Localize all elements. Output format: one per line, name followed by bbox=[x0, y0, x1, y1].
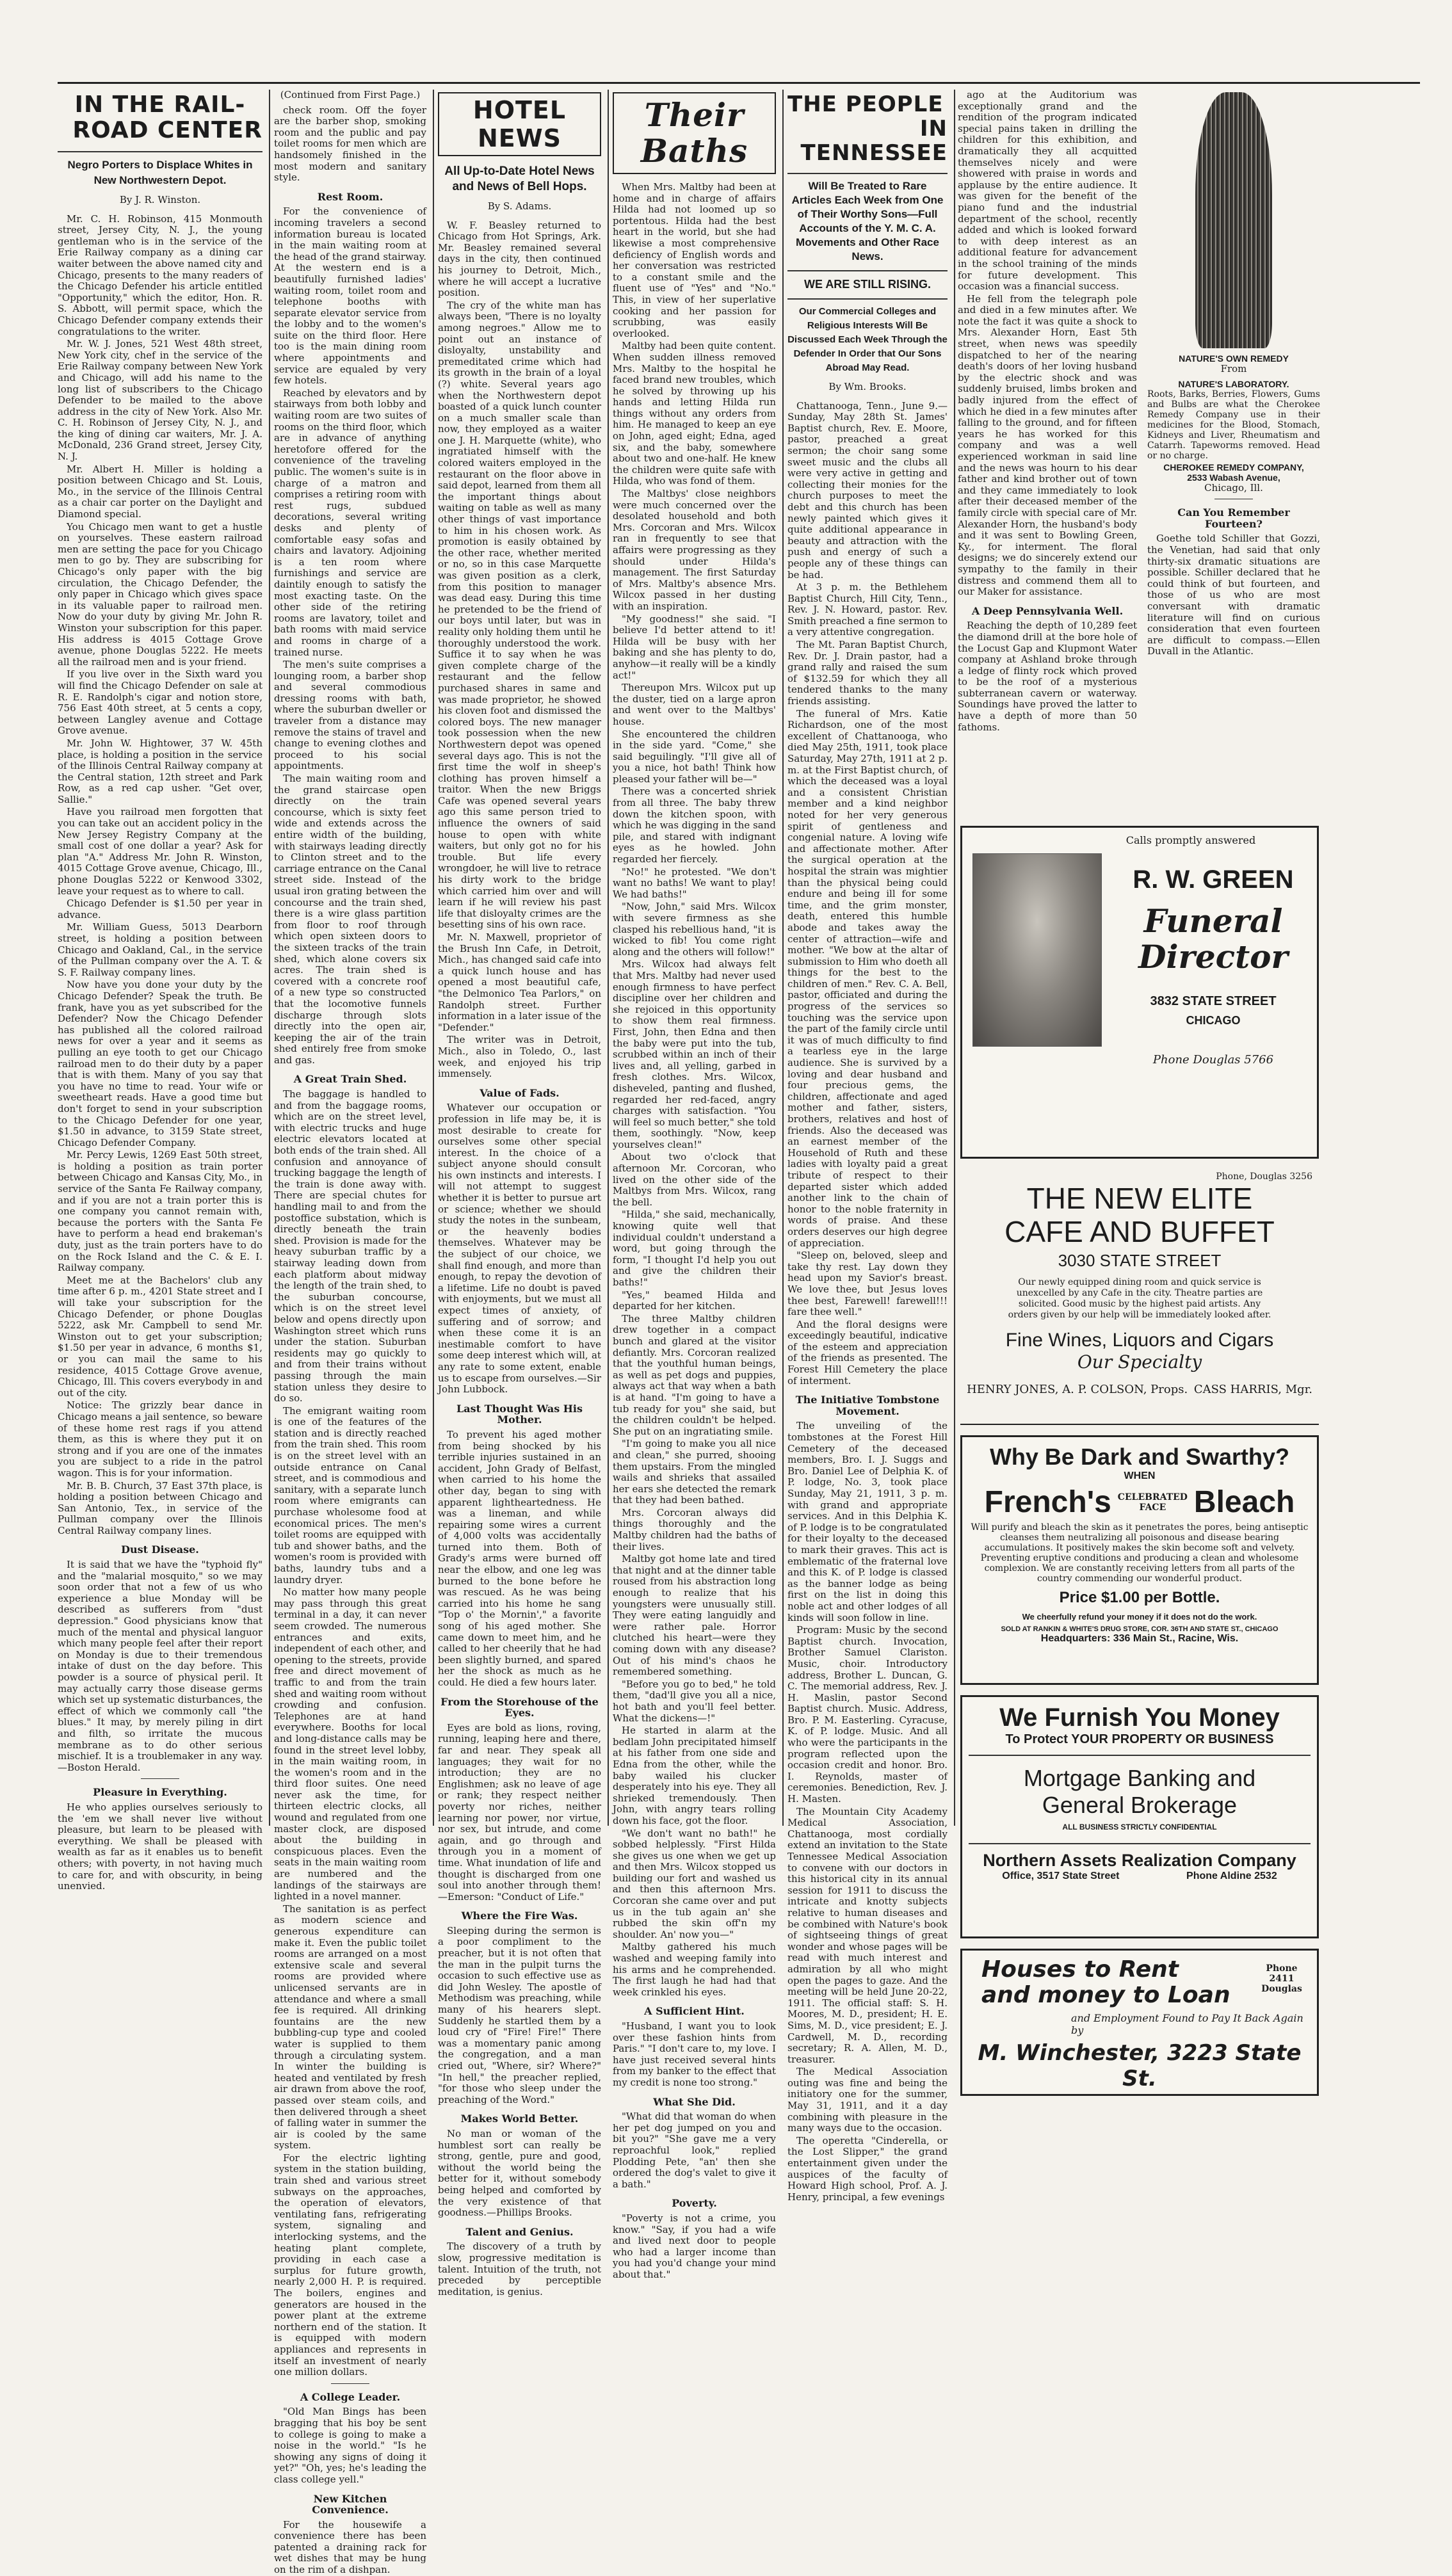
paragraph: Mrs. Corcoran always did things thoroughly and the Maltby children had the baths of their lives. bbox=[613, 1506, 776, 1552]
hotel-headline: HOTEL NEWS bbox=[438, 92, 601, 156]
operetta-text: The operetta "Cinderella, or the Lost Slipper," the grand entertainment given under the auspices of the faculty of Howard High school, Prof. A. J. Henry, principal, a few evenings bbox=[787, 2134, 948, 2203]
top-rule bbox=[58, 82, 1420, 84]
paragraph: When Mrs. Maltby had been at home and in charge of affairs Hilda had not loomed up so portentous. Hilda had the best heart in the world, but she had likewise a most comprehensive deficiency of English words and her conversation was restricted to a constant smile and the fluent use of "Yes" and "No." This, in view of her superlative cooking and her passion for scrubbing, was easily overlooked. bbox=[613, 181, 776, 339]
paragraph: The main waiting room and the grand staircase open directly on the train concourse, which is sixty feet wide and extends across the entire width of the building, with stairways leading directly to Clinton street and to the carriage entrance on the Canal street side. Instead of the usual iron grating between the concourse and the train shed, there is a wire glass partition from floor to roof through which open sixteen doors to the sixteen tracks of the train shed, which alone covers six acres. The train shed is covered with a concrete roof of a new type so constructed that the locomotive funnels discharge through slots directly into the open air, keeping the air of the train shed entirely free from smoke and gas. bbox=[274, 773, 426, 1066]
paragraph: "My goodness!" she said. "I believe I'd better attend to it! Hilda will be busy with her baking and she has plenty to do, anyhow—it really will be a kindly act!" bbox=[613, 613, 776, 681]
bleach-sold: SOLD AT RANKIN & WHITE'S DRUG STORE, COR. 36TH AND STATE ST., CHICAGO bbox=[1001, 1625, 1279, 1633]
paragraph: Maltby got home late and tired that night and at the dinner table roused from his abstraction long enough to realize that his youngsters were unusually still. They were eating languidly and were rather pale. Horror clutched his heart—were they coming down with any disease? Out of his mind's chaos he remembered something. bbox=[613, 1553, 776, 1678]
railroad-byline: By J. R. Winston. bbox=[119, 194, 201, 205]
college-leader-text: "Old Man Bings has been bragging that his boy be sent to college is going to make a noise in the world." "Is he showing any signs of doing it yet?" "Oh, yes; he's leading the class college yell." bbox=[274, 2406, 426, 2485]
houses-loan: and money to Loan bbox=[981, 1982, 1230, 2008]
green-phone: Phone Douglas 5766 bbox=[1152, 1053, 1274, 1067]
hint-title: A Sufficient Hint. bbox=[644, 2005, 745, 2018]
paragraph: Thereupon Mrs. Wilcox put up the duster, tied on a large apron and went over to the Maltbys' house. bbox=[613, 682, 776, 727]
paragraph: The sanitation is as perfect as modern science and generous expenditure can make it. Even the public toilet rooms are arranged on a most extensive scale and several rooms are provided where unlicensed servants are in attendance and where a small fee is required. All drinking fountains are the new bubbling-cup type and cooled water is supplied to them through a circulating system. In winter the building is heated and ventilated by fresh air drawn from above the roof, passed over steam coils, and then delivered through a sheet of falling water in summer the air is cooled by the same system. bbox=[274, 1903, 426, 2152]
paragraph: Maltby gathered his much washed and weeping family into his arms and he comprehended. The first laugh he had had that week crinkled his eyes. bbox=[613, 1941, 776, 1998]
elite-manager: CASS HARRIS, Mgr. bbox=[1193, 1383, 1312, 1396]
kitchen-title: New Kitchen Convenience. bbox=[312, 2492, 389, 2516]
bleach-headline: Why Be Dark and Swarthy? bbox=[989, 1444, 1290, 1470]
houses-name: M. Winchester, 3223 State St. bbox=[978, 2040, 1302, 2091]
paragraph: Now have you done your duty by the Chicago Defender? Speak the truth. Be frank, have you as yet subscribed for the Defender? Now the Chicago Defender has published all the colored railroad news for over a year and it seems as pulling an eye tooth to get our Chicago railroad men to do their duty by a paper that is with them. Many of you say that you have no time to read. Your wife or sweetheart reads. Have a good time but don't forget to send in your subscription to the Chicago Defender for one year, $1.50 in advance, to 3159 State street, Chicago Defender Company. bbox=[58, 979, 262, 1148]
bleach-celebrated: CELEBRATED bbox=[1117, 1492, 1188, 1502]
fads-title: Value of Fads. bbox=[480, 1086, 560, 1099]
continued-note: (Continued from First Page.) bbox=[280, 89, 421, 101]
headline-line-2: ROAD CENTER bbox=[72, 117, 262, 143]
elite-line1: THE NEW ELITE bbox=[1026, 1182, 1253, 1215]
pleasure-title: Pleasure in Everything. bbox=[93, 1786, 227, 1799]
paragraph: check room. Off the foyer are the barber shop, smoking room and the public and pay toilet rooms for men which are handsomely finished in the most modern and sanitary style. bbox=[274, 104, 426, 184]
tombstone-title: The Initiative Tombstone Movement. bbox=[795, 1394, 940, 1417]
fourteen-title: Can You Remember Fourteen? bbox=[1177, 506, 1290, 530]
money-headline: We Furnish You Money bbox=[999, 1703, 1280, 1732]
train-shed-body bbox=[274, 1089, 426, 2378]
bleach-desc: Will purify and bleach the skin as it penetrates the pores, being antiseptic cleanses them neutralizing all poisonous and disease bearing accumulations. It positively makes the skin become soft and velvety. Preventing eruptive conditions and producing a clean and wholesome complexion. We are constantly receiving letters from all parts of the country commending our wonderful product. bbox=[971, 1522, 1309, 1584]
paragraph: Maltby had been quite content. When sudden illness removed Mrs. Maltby to the hospital he faced brand new troubles, which he solved by throwing up his hands and letting Hilda run things without any orders from him. He managed to keep an eye on John, aged eight; Edna, aged six, and the baby, somewhere about two and one-half. He knew the children were quite safe with Hilda, who was fond of them. bbox=[613, 340, 776, 487]
green-text bbox=[1116, 865, 1311, 1067]
paragraph: Mr. B. B. Church, 37 East 37th place, is holding a position between Chicago and San Antonio, Tex., in service of the Pullman company over the Illinois Central Railway company lines. bbox=[58, 1479, 262, 1536]
bleach-sub bbox=[1118, 1492, 1188, 1513]
divider bbox=[58, 151, 262, 152]
houses-headline: Houses to Rent bbox=[981, 1956, 1179, 1983]
railroad-headline bbox=[58, 92, 262, 143]
baths-body bbox=[613, 182, 776, 1998]
fire-text: Sleeping during the sermon is a poor compliment to the preacher, but it is not often that the man in the pulpit turns the occasion to such effective use as did John Wesley. The apostle of Methodism was preaching, while many of his hearers slept. Suddenly he startled them by a loud cry of "Fire! Fire!" There was a momentary panic among the congregation, and a man cried out, "Where, sir? Where?" "In hell," the preacher replied, "for those who sleep under the preaching of the Word." bbox=[438, 1924, 601, 2105]
divider bbox=[969, 1843, 1311, 1844]
money-company: Northern Assets Realization Company bbox=[983, 1851, 1296, 1870]
baths-column bbox=[613, 90, 784, 2280]
paragraph: The funeral of Mrs. Katie Richardson, one of the most excellent of Chattanooga, who died May 25th, 1911, took place Saturday, May 27th, 1911 at 2 p. m. at the First Baptist church, of which the deceased was a loyal and a consistent Christian member and a kind neighbor noted for her very generous spirit of gentleness and congenial nature. A loving wife and affectionate mother. After the surgical operation at the hospital the strain was mightier than the physical being could endure and being ill for some time, and the grim monster, death, entered this humble abode and takes away the center of attraction—wife and mother. "We bow at the altar of submission to Him who doeth all things for the best to the children of men." Rev. C. A. Bell, pastor, officiated and during the progress of the services so touching was the service upon the part of the family circle until it was of much difficulty to find a tearless eye in the large audience. She is survived by a loving and dear husband and four precious gems, the children, affectionate and aged mother and father, sisters, brothers, relatives and host of friends. Also the deceased was an earnest member of the Household of Ruth and these ladies with loyalty paid a great tribute of respect to their departed sister which added another link to the chain of honor to the noble fraternity in words of praise. And these orders deserves our high degree of appreciation. bbox=[787, 707, 948, 1249]
fourteen-text: Goethe told Schiller that Gozzi, the Venetian, had said that only thirty-six dramatic situations are possible. Schiller declared that he could think of but fourteen, and those of us who are most conversant with dramatic literature will find on curious consideration that even fourteen are difficult to compass.—Ellen Duvall in the Atlantic. bbox=[1147, 533, 1320, 657]
paragraph: The three Maltby children drew together in a compact bunch and glared at the visitor defiantly. Mrs. Corcoran realized that the youthful human beings, as well as pet dogs and puppies, always act that way when a bath is at hand. "I'm going to have a tub ready for you" she said, but the children couldn't be helped. She put on an ingratiating smile. bbox=[613, 1312, 776, 1437]
green-name: R. W. GREEN bbox=[1133, 865, 1294, 894]
headline-line-2: IN TENNESSEE bbox=[800, 116, 948, 166]
money-ad bbox=[960, 1695, 1319, 1938]
remedy-title: NATURE'S OWN REMEDY bbox=[1179, 353, 1289, 364]
elite-specialty: Our Specialty bbox=[1077, 1351, 1202, 1373]
paragraph: The Maltbys' close neighbors were much concerned over the desolated household and both Mrs. Corcoran and Mrs. Wilcox ran in frequently to see that affairs were progressing as they should under Hilda's management. The first Saturday of Mrs. Maltby's absence Mrs. Wilcox passed in her dusting with an inspiration. bbox=[613, 488, 776, 612]
divider bbox=[331, 2383, 369, 2384]
paragraph: W. F. Beasley returned to Chicago from Hot Springs, Ark. Mr. Beasley remained several days in the city, then continued his journey to Detroit, Mich., where he will accept a lucrative position. bbox=[438, 219, 601, 299]
paragraph: He started in alarm at the bedlam John precipitated himself at his father from one side and Edna from the other, while the baby wailed his clucker desperately into his eye. They all shrieked tremendously. Then John, with angry tears rolling down his face, got the floor. bbox=[613, 1725, 776, 1826]
divider bbox=[787, 270, 948, 271]
talent-text: The discovery of a truth by slow, progressive meditation is talent. Intuition of the truth, not preceded by perceptible meditation, is genius. bbox=[438, 2241, 601, 2298]
train-shed-title: A Great Train Shed. bbox=[293, 1073, 407, 1086]
green-portrait-image bbox=[972, 853, 1102, 1047]
tennessee-body bbox=[787, 401, 948, 1387]
remedy-city: Chicago, Ill. bbox=[1204, 481, 1263, 494]
green-city: CHICAGO bbox=[1186, 1014, 1241, 1027]
did-title: What She Did. bbox=[653, 2095, 736, 2108]
remedy-from: From bbox=[1220, 363, 1247, 374]
tennessee-column bbox=[787, 90, 955, 2203]
bleach-word: Bleach bbox=[1193, 1485, 1295, 1519]
paragraph: You Chicago men want to get a hustle on yourselves. These eastern railroad men are setting the pace for you Chicago men to go by. They are subscribing for Chicago's only paper with the big circulation, the Chicago Defender, the only paper in Chicago which gives space in its valuable paper to railroad men. Now do your duty by giving Mr. John R. Winston your subscription for this paper. His address is 4015 Cottage Grove avenue, phone Douglas 5222. He meets all the railroad men and is your friend. bbox=[58, 520, 262, 668]
baths-headline: Their Baths bbox=[613, 92, 776, 174]
elite-street: 3030 STATE STREET bbox=[1058, 1251, 1222, 1270]
paragraph: At 3 p. m. the Bethlehem Baptist Church, Hill City, Tenn., Rev. J. N. Howard, pastor. Rev. Smith preached a fine sermon to a very attentive congregation. bbox=[787, 581, 948, 638]
thought-text: To prevent his aged mother from being shocked by his terrible injuries sustained in an accident, John Grady of Belfast, when carried to his home the other day, began to sing with apparent lightheartedness. He was a lineman, and while repairing some wires a current of 4,000 volts was accidentally turned into them. Both of Grady's arms were burned off near the elbow, and one leg was burned to the bone before he was rescued. As he was being carried into his home he sang "Top o' the Mornin'," a favorite song of his aged mother. She came down to meet him, and he called to her cheerily that he had been slightly burned, and spared her the shock as much as he could. He died a few hours later. bbox=[438, 1428, 601, 1688]
paragraph: No matter how many people may pass through this great terminal in a day, it can never seem crowded. The numerous entrances and exits, independent of each other, and opening to the streets, provide free and direct movement of traffic to and from the train shed and waiting room without crowding and confusion. Telephones are at hand everywhere. Booths for local and long-distance calls may be found in the street level lobby, in the main waiting room, in the women's room and in the third floor suites. One need never ask the time, for thirteen electric clocks, all wound and regulated from one master clock, are disposed about the building in conspicuous places. Even the seats in the main waiting room are numbered and the landings of the stairways are lighted in a novel manner. bbox=[274, 1586, 426, 1903]
paragraph: Mr. Albert H. Miller is holding a position between Chicago and St. Louis, Mo., in the service of the Illinois Central as a chair car porter on the Daylight and Diamond special. bbox=[58, 463, 262, 520]
continuation-body bbox=[958, 90, 1137, 598]
paragraph: There was a concerted shriek from all three. The baby threw down the kitchen spoon, with which he was digging in the sand pile, and stared with indignant eyes as he howled. John regarded her fiercely. bbox=[613, 785, 776, 865]
well-text: Reaching the depth of 10,289 feet the diamond drill at the bore hole of the Locust Gap and Klupmont Water company at Ashland broke through a ledge of flinty rock which proved to be the roof of a mysterious subterranean cavern or waterway. Soundings have proved the latter to have a depth of more than 50 fathoms. bbox=[958, 620, 1137, 733]
divider bbox=[141, 1778, 179, 1779]
dust-text: It is said that we have the "typhoid fly" and the "malarial mosquito," so we may soon order that not a few of us who experience a blue Monday will be described as sufferers from "dust depression." Good physicians know that much of the mental and physical languor which many people feel after their report on Monday is due to their tremendous intake of dust on the day before. This powder is a source of physical peril. It may actually carry those disease germs which set up systematic disturbances, the effect of which we commonly call "the blues." It may, by merely piling in dirt and filth, so irritate the mucous membrane as to do other serious mischief. It is a troublemaker in any way.—Boston Herald. bbox=[58, 1559, 262, 1773]
paragraph: Chattanooga, Tenn., June 9.—Sunday, May 28th St. James' Baptist church, Rev. E. Moore, pastor, preached a great sermon; the choir sang some sweet music and the clubs all were very active in getting and collecting their monies for the church purposes to meet the debt and this church has been newly painted which gives it quite additional appearance in beauty and attraction with the push and energy of such a people any of these things can be had. bbox=[787, 399, 948, 581]
talent-title: Talent and Genius. bbox=[465, 2225, 574, 2238]
paragraph: ago at the Auditorium was exceptionally grand and the rendition of the program indicated special pains taken in drilling the children for this exhibition, and dramatically they all acquitted themselves nicely and were showered with praise in words and applause by the entire audience. It was given for the benefit of the piano fund and the industrial department of the school, recently added and which is looked forward to with deep interest as an additional feature for advancement in the school training of the minds for future development. This occasion was a financial success. bbox=[958, 89, 1137, 293]
divider bbox=[969, 1755, 1311, 1756]
railroad-column bbox=[58, 90, 270, 1892]
poverty-text: "Poverty is not a crime, you know." "Say, if you had a wife and lived next door to people who had a larger income than you had you'd change your mind about that." bbox=[613, 2212, 776, 2280]
bleach-face: FACE bbox=[1139, 1502, 1166, 1513]
paragraph: "Now, John," said Mrs. Wilcox with severe firmness as she clasped his rebellious hand, "it is wicked to fib! You come right along and the others will follow!" bbox=[613, 901, 776, 958]
money-brokerage: General Brokerage bbox=[1042, 1792, 1238, 1818]
fads-text: Whatever our occupation or profession in life may be, it is most desirable to create for ourselves some other special interest. In the choice of a subject anyone should consult his own instincts and interests. I will not attempt to suggest whether it is better to pursue art or science; whether we should study the notes in the sunbeam, or the heavenly bodies themselves. Whatever may be the subject of our choice, we shall find enough, and more than enough, to repay the devotion of a lifetime. Life no doubt is paved with enjoyments, but we must all expect times of anxiety, of suffering and of sorrow; and when these come it is an inestimable comfort to have some deep interest which will, at any rate to some extent, enable us to escape from ourselves.—Sir John Lubbock. bbox=[438, 1102, 601, 1396]
thought-title: Last Thought Was His Mother. bbox=[456, 1402, 583, 1426]
paragraph: For the electric lighting system in the station building, train shed and various street subways on the approaches, the operation of elevators, ventilating fans, refrigerating system, signaling and interlocking systems, and the heating plant complete, providing in each case a surplus for future growth, nearly 2,000 H. P. is required. The boilers, engines and generators are housed in the power plant at the extreme northern end of the station. It is equipped with modern appliances and represents in itself an investment of nearly one million dollars. bbox=[274, 2152, 426, 2378]
elite-cafe-ad bbox=[960, 1169, 1319, 1425]
bleach-ad bbox=[960, 1435, 1319, 1685]
elite-wines: Fine Wines, Liquors and Cigars bbox=[1005, 1330, 1274, 1351]
bleach-price: Price $1.00 per Bottle. bbox=[1059, 1589, 1220, 1606]
remedy-text: Roots, Barks, Berries, Flowers, Gums and Bulbs are what the Cherokee Remedy Company use in their medicines for the Blood, Stomach, Kidneys and Liver, Rheumatism and Catarrh. Tapeworms removed. Head or no charge. bbox=[1147, 389, 1320, 461]
remedy-address: 2533 Wabash Avenue, bbox=[1187, 472, 1280, 483]
fire-title: Where the Fire Was. bbox=[461, 1910, 578, 1922]
divider bbox=[787, 298, 948, 300]
paragraph: Chicago Defender is $1.50 per year in advance. bbox=[58, 898, 262, 921]
did-text: "What did that woman do when her pet dog jumped on you and bit you?" "She gave me a very reproachful look," replied Plodding Pete, "an' then she ordered the dog's valet to give it a bath." bbox=[613, 2111, 776, 2190]
paragraph: Mr. C. H. Robinson, 415 Monmouth street, Jersey City, N. J., the young gentleman who is in the service of the Erie Railway company as a dining car waiter between the above named city and Chicago, presents to the many readers of the Chicago Defender his article entitled "Opportunity," which the editor, Hon. R. S. Abbott, will permit space, which the Chicago Defender company extends their congratulations to the writer. bbox=[58, 213, 262, 337]
continuation-column bbox=[958, 90, 1137, 813]
bleach-brand-row bbox=[969, 1485, 1311, 1520]
rest-room-title: Rest Room. bbox=[317, 190, 383, 203]
rest-room-body bbox=[274, 206, 426, 1066]
paragraph: "No!" he protested. "We don't want no baths! We want to play! We had baths!" bbox=[613, 865, 776, 900]
tennessee-headline bbox=[787, 92, 948, 165]
bleach-brand: French's bbox=[984, 1485, 1111, 1519]
dust-title: Dust Disease. bbox=[121, 1543, 199, 1556]
ads-stack bbox=[960, 826, 1319, 2106]
money-sub: To Protect YOUR PROPERTY OR BUSINESS bbox=[1005, 1732, 1274, 1746]
hotel-byline: By S. Adams. bbox=[487, 200, 552, 212]
paragraph: The cry of the white man has always been, "There is no loyalty among negroes." Allow me to point out an instance of disloyalty, unstability and premeditated crime which had its growth in the brain of a loyal (?) white. Several years ago when the Northwestern depot boasted of a quick lunch counter on a much smaller scale than now, they employed as a waiter one J. H. Marquette (white), who ingratiated himself with the colored waiters employed in the restaurant on the floor above in said depot, learned from them all the important things about waiting on table as well as many other things of vast importance to him in his chosen work. As promotion is easily obtained by the other race, whether merited or no, so in this case Marquette was given position as a clerk, from this position to manager was dead easy. During this time he pretended to be the friend of our boys until later, but was in reality only holding them until he thoroughly understood the work. Suffice it to say when he was given complete charge of the restaurant and the fellow purchased shares in same and was made proprietor, he showed his cloven foot and dismissed the colored boys. The new manager took possession when the new Northwestern depot was opened several days ago. This is not the first time the wolf in sheep's clothing has proven himself a traitor. When the new Briggs Cafe was opened several years ago this same person tried to influence the owners of said house to open with white waiters, but only got no for his trouble. But life every wrongdoer, he will live to retrace his dirty work to the bridge which carried him over and will learn if he will review his past life that disloyalty crimes are the besetting sins of his own race. bbox=[438, 299, 601, 931]
better-title: Makes World Better. bbox=[460, 2113, 579, 2125]
indian-portrait-image bbox=[1195, 92, 1272, 348]
remedy-column bbox=[1147, 90, 1320, 813]
still-rising: WE ARE STILL RISING. bbox=[803, 278, 931, 291]
paragraph: The writer was in Detroit, Mich., also in Toledo, O., last week, and enjoyed his trip immensely. bbox=[438, 1034, 601, 1080]
railroad-deck: Negro Porters to Displace Whites in New Northwestern Depot. bbox=[67, 159, 253, 186]
hint-text: "Husband, I want you to look over these fashion hints from Paris." "I don't care to, my love. I have just received several hints from my banker to the effect that my credit is none too strong." bbox=[613, 2020, 776, 2088]
elite-desc: Our newly equipped dining room and quick service is unexcelled by any Cafe in the city. Theatre parties are solicited. Good music by the highest paid artists. Any orders given by our help will be immediately looked after. bbox=[1008, 1277, 1271, 1320]
paragraph: And the floral designs were exceedingly beautiful, indicative of the esteem and appreciation of the friends as presented. The Forest Hill Cemetery the place of interment. bbox=[787, 1318, 948, 1387]
paragraph: Reached by elevators and by stairways from both lobby and waiting room are two suites of rooms on the third floor, which are in advance of anything heretofore offered for the convenience of the traveling public. The women's suite is in charge of a matron and comprises a retiring room with rest rugs, subdued decorations, several writing desks and plenty of comfortable easy sofas and chairs and lavatory. Adjoining is a ten room where furnishings and service are daintily enough to satisfy the most exacting taste. On the other side of the retiring rooms are lavatory, toilet and bath rooms with maid service and rooms in charge of a trained nurse. bbox=[274, 387, 426, 658]
paragraph: If you live over in the Sixth ward you will find the Chicago Defender on sale at R. E. Randolph's cigar and notion store, 756 East 40th street, at 5 cents a copy, between Langley avenue and Cottage Grove avenue. bbox=[58, 668, 262, 737]
hotel-column bbox=[438, 90, 609, 2298]
divider bbox=[787, 173, 948, 174]
hotel-deck: All Up-to-Date Hotel News and News of Bell Hops. bbox=[444, 165, 595, 193]
elite-owners: HENRY JONES, A. P. COLSON, Props. bbox=[967, 1383, 1188, 1396]
tennessee-deck: Will Be Treated to Rare Articles Each Week from One of Their Worthy Sons—Full Accounts of the Y. M. C. A. Movements and Other Race News. bbox=[791, 180, 944, 262]
elite-line2: CAFE AND BUFFET bbox=[1004, 1215, 1275, 1248]
bleach-hq: Headquarters: 336 Main St., Racine, Wis. bbox=[1040, 1633, 1239, 1644]
remedy-company: CHEROKEE REMEDY COMPANY, bbox=[1163, 462, 1304, 472]
green-funeral: Funeral bbox=[1143, 902, 1283, 940]
college-leader-title: A College Leader. bbox=[300, 2390, 401, 2403]
money-office: Office, 3517 State Street bbox=[1002, 1871, 1120, 1881]
bleach-when: WHEN bbox=[1124, 1470, 1156, 1481]
money-banking: Mortgage Banking and bbox=[1023, 1765, 1256, 1791]
paragraph: The Mt. Paran Baptist Church, Rev. Dr. J. Drain pastor, had a grand rally and raised the sum of $132.59 for which they all tendered thanks to the many friends assisting. bbox=[787, 639, 948, 707]
elite-phone: Phone, Douglas 3256 bbox=[1216, 1171, 1312, 1182]
eyes-title: From the Storehouse of the Eyes. bbox=[440, 1695, 599, 1719]
green-street: 3832 STATE STREET bbox=[1150, 994, 1277, 1008]
remedy-lab: NATURE'S LABORATORY. bbox=[1178, 378, 1289, 389]
kitchen-text: For the housewife a convenience there has been patented a draining rack for wet dishes that may be hung on the rim of a dishpan. bbox=[274, 2518, 426, 2576]
paragraph: "Sleep on, beloved, sleep and take thy rest. Lay down they head upon my Savior's breast. We love thee, but Jesus loves thee best, Farewell! farewell!!! fare thee well." bbox=[787, 1250, 948, 1318]
houses-ad bbox=[960, 1949, 1319, 2096]
paragraph: Mr. William Guess, 5013 Dearborn street, is holding a position between Chicago and Oakland, Cal., in the service of the Pullman company over the A. T. & S. F. Railway company lines. bbox=[58, 921, 262, 978]
paragraph: "Hilda," she said, mechanically, knowing quite well that individual couldn't understand a word, but going through the form, "I thought I'd help you out and give the children their baths!" bbox=[613, 1209, 776, 1288]
continued-column bbox=[274, 89, 434, 2576]
paragraph: Mr. N. Maxwell, proprietor of the Brush Inn Cafe, in Detroit, Mich., has changed said cafe into a quick lunch house and has opened a most beautiful cafe, "the Delmonico Tea Parlors," on Randolph street. Further information in a later issue of the "Defender." bbox=[438, 931, 601, 1033]
paragraph: "Yes," beamed Hilda and departed for her kitchen. bbox=[613, 1289, 776, 1312]
paragraph: About two o'clock that afternoon Mr. Corcoran, who lived on the other side of the Maltbys from Mrs. Wilcox, rang the bell. bbox=[613, 1151, 776, 1208]
paragraph: "Before you go to bed," he told them, "dad'll give you all a nice, hot bath and you'll feel better. What the dickens—!" bbox=[613, 1678, 776, 1724]
program-text: Program: Music by the second Baptist church. Invocation, Brother Samuel Clariston. Music, choir. Introductory address, Brother L. Duncan, G. C. The memorial address, Rev. J. H. Maslin, pastor Second Baptist church. Music. Address, Bro. P. M. Easterling. Cyracuse, K. of P. lodge. Music. And all who were the participants in the program reflected upon the occasion credit and honor. Bro. I. Reynolds, master of ceremonies. Benediction, Rev. J. H. Masten. bbox=[787, 1624, 948, 1805]
houses-employ: and Employment Found to Pay It Back Again by bbox=[1071, 2012, 1303, 2036]
green-director: Director bbox=[1138, 938, 1288, 976]
houses-phone: Phone 2411 Douglas bbox=[1261, 1963, 1302, 1994]
paragraph: Mr. Percy Lewis, 1269 East 50th street, is holding a position as train porter between Chicago and Kansas City, Mo., in service of the Santa Fe Railway company, and if you are not a train porter this is one company you cannot remain with, because the porters with the Santa Fe have to perform a head end brakeman's duty, just as the train porters have to do on the Rock Island and the C. & E. I. Railway company. bbox=[58, 1149, 262, 1274]
paragraph: Mrs. Wilcox had always felt that Mrs. Maltby had never used enough firmness to have perfect discipline over her children and she rejoiced in this opportunity to show them real firmness. First, John, then Edna and then the baby were put into the tub, scrubbed within an inch of their lives and, all yelling, garbed in fresh clothes. Mrs. Wilcox, disheveled, panting and flushed, regarded her red-faced, angry charges with satisfaction. "You will feel so much better," she told them, soothingly. "Now, keep yourselves clean!" bbox=[613, 958, 776, 1150]
paragraph: The emigrant waiting room is one of the features of the station and is directly reached from the train shed. This room is on the street level with an outside entrance on Canal street, and is commodious and sanitary, with a separate lunch room where emigrants can purchase wholesome food at economical prices. The men's toilet rooms are equipped with tub and shower baths, and the women's room is provided with baths, laundry tubs and a laundry dryer. bbox=[274, 1405, 426, 1586]
paragraph: She encountered the children in the side yard. "Come," she said beguilingly. "I'll give all of you a nice, hot bath! Think how pleased your father will be—" bbox=[613, 728, 776, 785]
pleasure-text: He who applies ourselves seriously to the 'em we shall never live without pleasure, but learn to be pleased with everything. We shall be pleased with wealth as far as it enables us to benefit others; with poverty, in not having much to care for, and with obscurity, in being unenvied. bbox=[58, 1801, 262, 1892]
paragraph: "I'm going to make you all nice and clean," she purred, shooing them upstairs. From the mingled wails and shrieks that assailed her ears she detected the remark that they had been bathed. bbox=[613, 1438, 776, 1506]
paragraph: Mr. W. J. Jones, 521 West 48th street, New York city, chef in the service of the Erie Railway company between New York and Chicago, will add his name to the long list of subscribers to the Chicago Defender to be mailed to the above address in the city of New York. Also Mr. C. H. Robinson of Jersey City, N. J., and the king of dining car waiters, Mr. J. A. McDonald, 236 Grand street, Jersey City, N. J. bbox=[58, 338, 262, 463]
bleach-refund: We cheerfully refund your money if it does not do the work. bbox=[1022, 1612, 1257, 1622]
hotel-body bbox=[438, 220, 601, 1080]
paragraph: The baggage is handled to and from the baggage rooms, which are on the street level, with electric trucks and huge electric elevators located at both ends of the train shed. All confusion and annoyance of trucking baggage the length of the train is done away with. There are special chutes for handling mail to and from the postoffice substation, which is directly beneath the train shed. Provision is made for the heavy suburban traffic by a stairway leading down from each platform about midway the length of the train shed, to the suburban concourse, which is on the street level below and opens directly upon Washington street which runs under the station. Suburban residents may go quickly to and from their trains without passing through the main station unless they desire to do so. bbox=[274, 1088, 426, 1405]
eyes-text: Eyes are bold as lions, roving, running, leaping here and there, far and near. They speak all languages; they wait for no introduction; they are no Englishmen; ask no leave of age or rank; they respect neither poverty nor riches, neither learning nor power, nor virtue, nor sex, but intrude, and come again, and go through and through you in a moment of time. What inundation of life and thought is discharged from one soul into another through them!—Emerson: "Conduct of Life." bbox=[438, 1721, 601, 1903]
paragraph: Mr. John W. Hightower, 37 W. 45th place, is holding a position in the service of the Illinois Central Railway company at the Central station, 12th street and Park Row, as a red cap usher. "Get over, Sallie." bbox=[58, 737, 262, 805]
tombstone-text: The unveiling of the tombstones at the Forest Hill Cemetery of the deceased members, Bro. I. J. Suggs and Bro. Daniel Lee of Delphia K. of P. lodge, No. 3, took place Sunday, May 21, 1911, 3 p. m. with grand and appropriate services. And in this Delphia K. of P. lodge is to be congratulated for their loyalty to the deceased to mark their graves. This act is emblematic of the fraternal love and this K. of P. lodge is classed as the banner lodge as being first on the list in doing this noble act and other lodges of all kinds will soon follow in line. bbox=[787, 1420, 948, 1623]
paragraph: He fell from the telegraph pole and died in a few minutes after. We note the fact it was quite a shock to Mrs. Alexander Horn, East 5th street, when news was speedily dispatched to her of the nearing death's doors of her loving husband by the electric shock and was suddenly bruised, limbs broken and badly injured from the effect of which he died in a few minutes after falling to the ground, and for fifteen years he has worked for this company and was a well experienced workman in said line and the news was hourn to his dear father and kind brother out of town and they came immediately to look after their deceased member of the family circle with special care of Mr. Alexander Horn, the husband's body and it was sent to Bowling Green, Ky., for interment. The floral designs; we do sincerely extend our sympathy to the family in their distress and commend them all to our Maker for assistance. bbox=[958, 293, 1137, 598]
poverty-title: Poverty. bbox=[672, 2197, 717, 2210]
paragraph: Meet me at the Bachelors' club any time after 6 p. m., 4201 State street and I will take your subscription for the Chicago Defender, or phone Douglas 5222, ask Mr. Campbell to send Mr. Winston out to get your subscription; $1.50 per year in advance, 6 months $1, or you can mail the same to his residence, 4015 Cottage Grove avenue, Chicago, Ill. This covers everybody in and out of the city. bbox=[58, 1274, 262, 1399]
money-confidential: ALL BUSINESS STRICTLY CONFIDENTIAL bbox=[1062, 1823, 1217, 1831]
well-title: A Deep Pennsylvania Well. bbox=[971, 604, 1124, 617]
green-funeral-ad bbox=[960, 826, 1319, 1159]
paragraph: "We don't want no bath!" he sobbed helplessly. "First Hilda she gives us one when we get up and then Mrs. Wilcox stopped us building our fort and washed us and then this afternoon Mrs. Corcoran she came over and put us in the tub again an' she rubbed the skin off'n my shoulder. An' now you—" bbox=[613, 1827, 776, 1940]
money-phone: Phone Aldine 2532 bbox=[1186, 1871, 1277, 1881]
tennessee-note: Our Commercial Colleges and Religious Interests Will Be Discussed Each Week Through the Defender In Order that Our Sons Abroad May Read. bbox=[787, 306, 948, 373]
headline-line-1: IN THE RAIL- bbox=[74, 92, 246, 118]
tennessee-byline: By Wm. Brooks. bbox=[828, 381, 907, 392]
paragraph: Have you railroad men forgotten that you can take out an accident policy in the New Jersey Registry Company at the small cost of one dollar a year? Ask for plan "A." Address Mr. John R. Winston, 4015 Cottage Grove avenue, Chicago, Ill., phone Douglas 5222 or Kenwood 3302, leave your request as to where to call. bbox=[58, 806, 262, 897]
green-calls: Calls promptly answered bbox=[1125, 834, 1256, 846]
headline-line-1: THE PEOPLE bbox=[787, 92, 944, 117]
money-footer bbox=[969, 1871, 1311, 1882]
better-text: No man or woman of the humblest sort can really be strong, gentle, pure and good, without the world being the better for it, without somebody being helped and comforted by the very existence of that goodness.—Phillips Brooks. bbox=[438, 2127, 601, 2219]
outing-text: The Medical Association outing was fine and being the initiatory one for the summer, May 31, 1911, and it a day combining with pleasure in the many ways due to the occasion. bbox=[787, 2066, 948, 2134]
paragraph: For the convenience of incoming travelers a second information bureau is located in the main waiting room at the head of the grand stairway. At the western end is a beautifully furnished ladies' waiting room, toilet room and telephone booths with separate elevator service from the lobby and to the women's suite on the third floor. Here too is the main dining room where appointments and service are equaled by very few hotels. bbox=[274, 205, 426, 387]
elite-footer bbox=[967, 1383, 1312, 1396]
paragraph: Notice: The grizzly bear dance in Chicago means a jail sentence, so beware of these home rest rags if you attend them, as this is where they put it on strong and if you are one of the inmates you are subject to a ride in the patrol wagon. This is for your information. bbox=[58, 1399, 262, 1479]
paragraph: The men's suite comprises a lounging room, a barber shop and several commodious dressing rooms with bath, where the suburban dweller or traveler from a distance may remove the stains of travel and change to evening clothes and proceed to his social appointments. bbox=[274, 659, 426, 772]
academy-text: The Mountain City Academy Medical Association, Chattanooga, most cordially extend an invitation to the State Tennessee Medical Association to convene with our doctors in this historical city in its annual session for 1911 to discuss the intricate and knotty subjects relative to human diseases and be combined with Nature's book of sightseeing things of great wonder and whose pages will be read with much interest and admiration by all who might open the pages to gaze. And the meeting will be held June 20-22, 1911. The official staff: S. H. Moores, M. D., president; H. E. Sims, M. D., vice president; E. J. Cardwell, M. D., recording secretary; R. A. Allen, M. D., treasurer. bbox=[787, 1805, 948, 2065]
railroad-body bbox=[58, 214, 262, 1537]
